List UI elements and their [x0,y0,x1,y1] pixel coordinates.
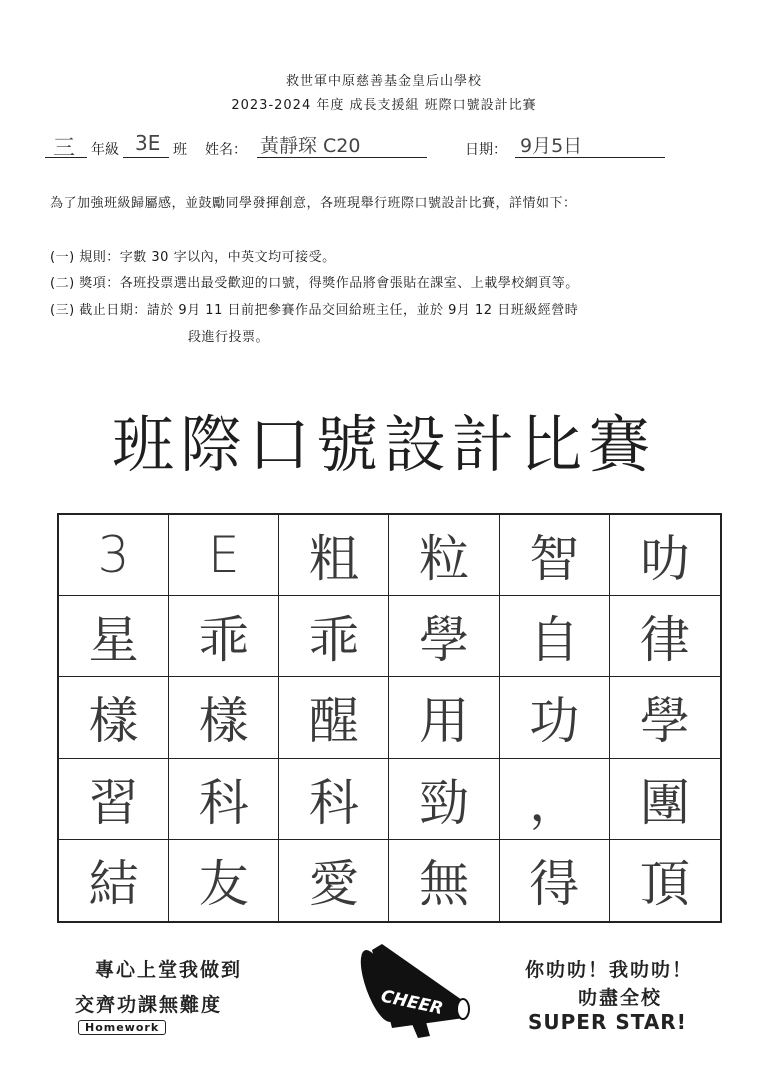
grid-cell: 結 [59,840,169,921]
grid-cell: 醒 [279,677,389,758]
grid-cell: 團 [610,759,720,840]
footer-slogan-left-2: 交齊功課無難度 [75,994,223,1016]
grid-cell: 叻 [610,515,720,596]
megaphone-text: CHEER [379,986,445,1020]
name-label: 姓名： [205,142,247,158]
grid-cell: 頂 [639,855,690,914]
grid-cell: 自 [500,596,610,677]
grid-cell: 無 [389,840,499,921]
footer-slogan-right-3: SUPER STAR! [528,1010,687,1034]
grid-cell: 乖 [279,596,389,677]
grid-cell: 用 [389,677,499,758]
grid-cell: 乖 [169,596,279,677]
footer-slogan-left-1: 專心上堂我做到 [95,959,243,981]
grid-cell: 科 [279,759,389,840]
student-info-row [45,131,745,165]
grid-cell: 粒 [389,515,499,596]
date-value: 9月5日 [520,135,583,157]
competition-title: 班際口號設計比賽 [111,408,656,481]
grid-cell: 律 [610,596,720,677]
date-label: 日期： [465,142,507,158]
rule-3-continued: 段進行投票。 [188,330,270,345]
megaphone-icon [352,940,477,1040]
name-value: 黃靜琛 C20 [260,135,361,157]
grid-cell: ， [500,759,610,840]
school-name: 救世軍中原慈善基金皇后山學校 [285,74,482,89]
grid-cell: 星 [59,596,169,677]
grid-cell: 樣 [169,677,279,758]
footer-slogan-right-1: 你叻叻！我叻叻！ [525,959,694,981]
grid-cell: 樣 [59,677,169,758]
grid-cell: 科 [169,759,279,840]
homework-badge: Homework [78,1020,166,1035]
class-label: 班 [173,142,187,158]
grid-cell: 智 [500,515,610,596]
grid-cell: E [169,515,279,596]
grade-value: 三 [53,136,76,161]
rule-2: (二) 獎項：各班投票選出最受歡迎的口號，得獎作品將會張貼在課室、上載學校網頁等。 [50,276,579,291]
grid-cell: 功 [500,677,610,758]
grid-cell: 得 [500,840,610,921]
grid-cell: 粗 [279,515,389,596]
grid-cell: 習 [59,759,169,840]
slogan-grid [57,513,722,923]
grid-cell: 愛 [279,840,389,921]
grade-label: 年級 [91,142,119,158]
rule-1: (一) 規則：字數 30 字以內，中英文均可接受。 [50,250,336,265]
grid-cell: 學 [610,677,720,758]
form-subtitle: 2023-2024 年度 成長支援組 班際口號設計比賽 [231,98,537,113]
grid-cell: 學 [389,596,499,677]
class-value: 3E [135,131,161,155]
footer-slogan-right-2: 叻盡全校 [578,987,663,1009]
intro-text: 為了加強班級歸屬感，並鼓勵同學發揮創意，各班現舉行班際口號設計比賽，詳情如下： [50,196,577,211]
rule-3: (三) 截止日期：請於 9月 11 日前把參賽作品交回給班主任，並於 9月 12 日班級經營時 [50,303,579,318]
grid-cell: 勁 [389,759,499,840]
grid-cell: 3 [59,515,169,596]
grid-cell: 友 [169,840,279,921]
